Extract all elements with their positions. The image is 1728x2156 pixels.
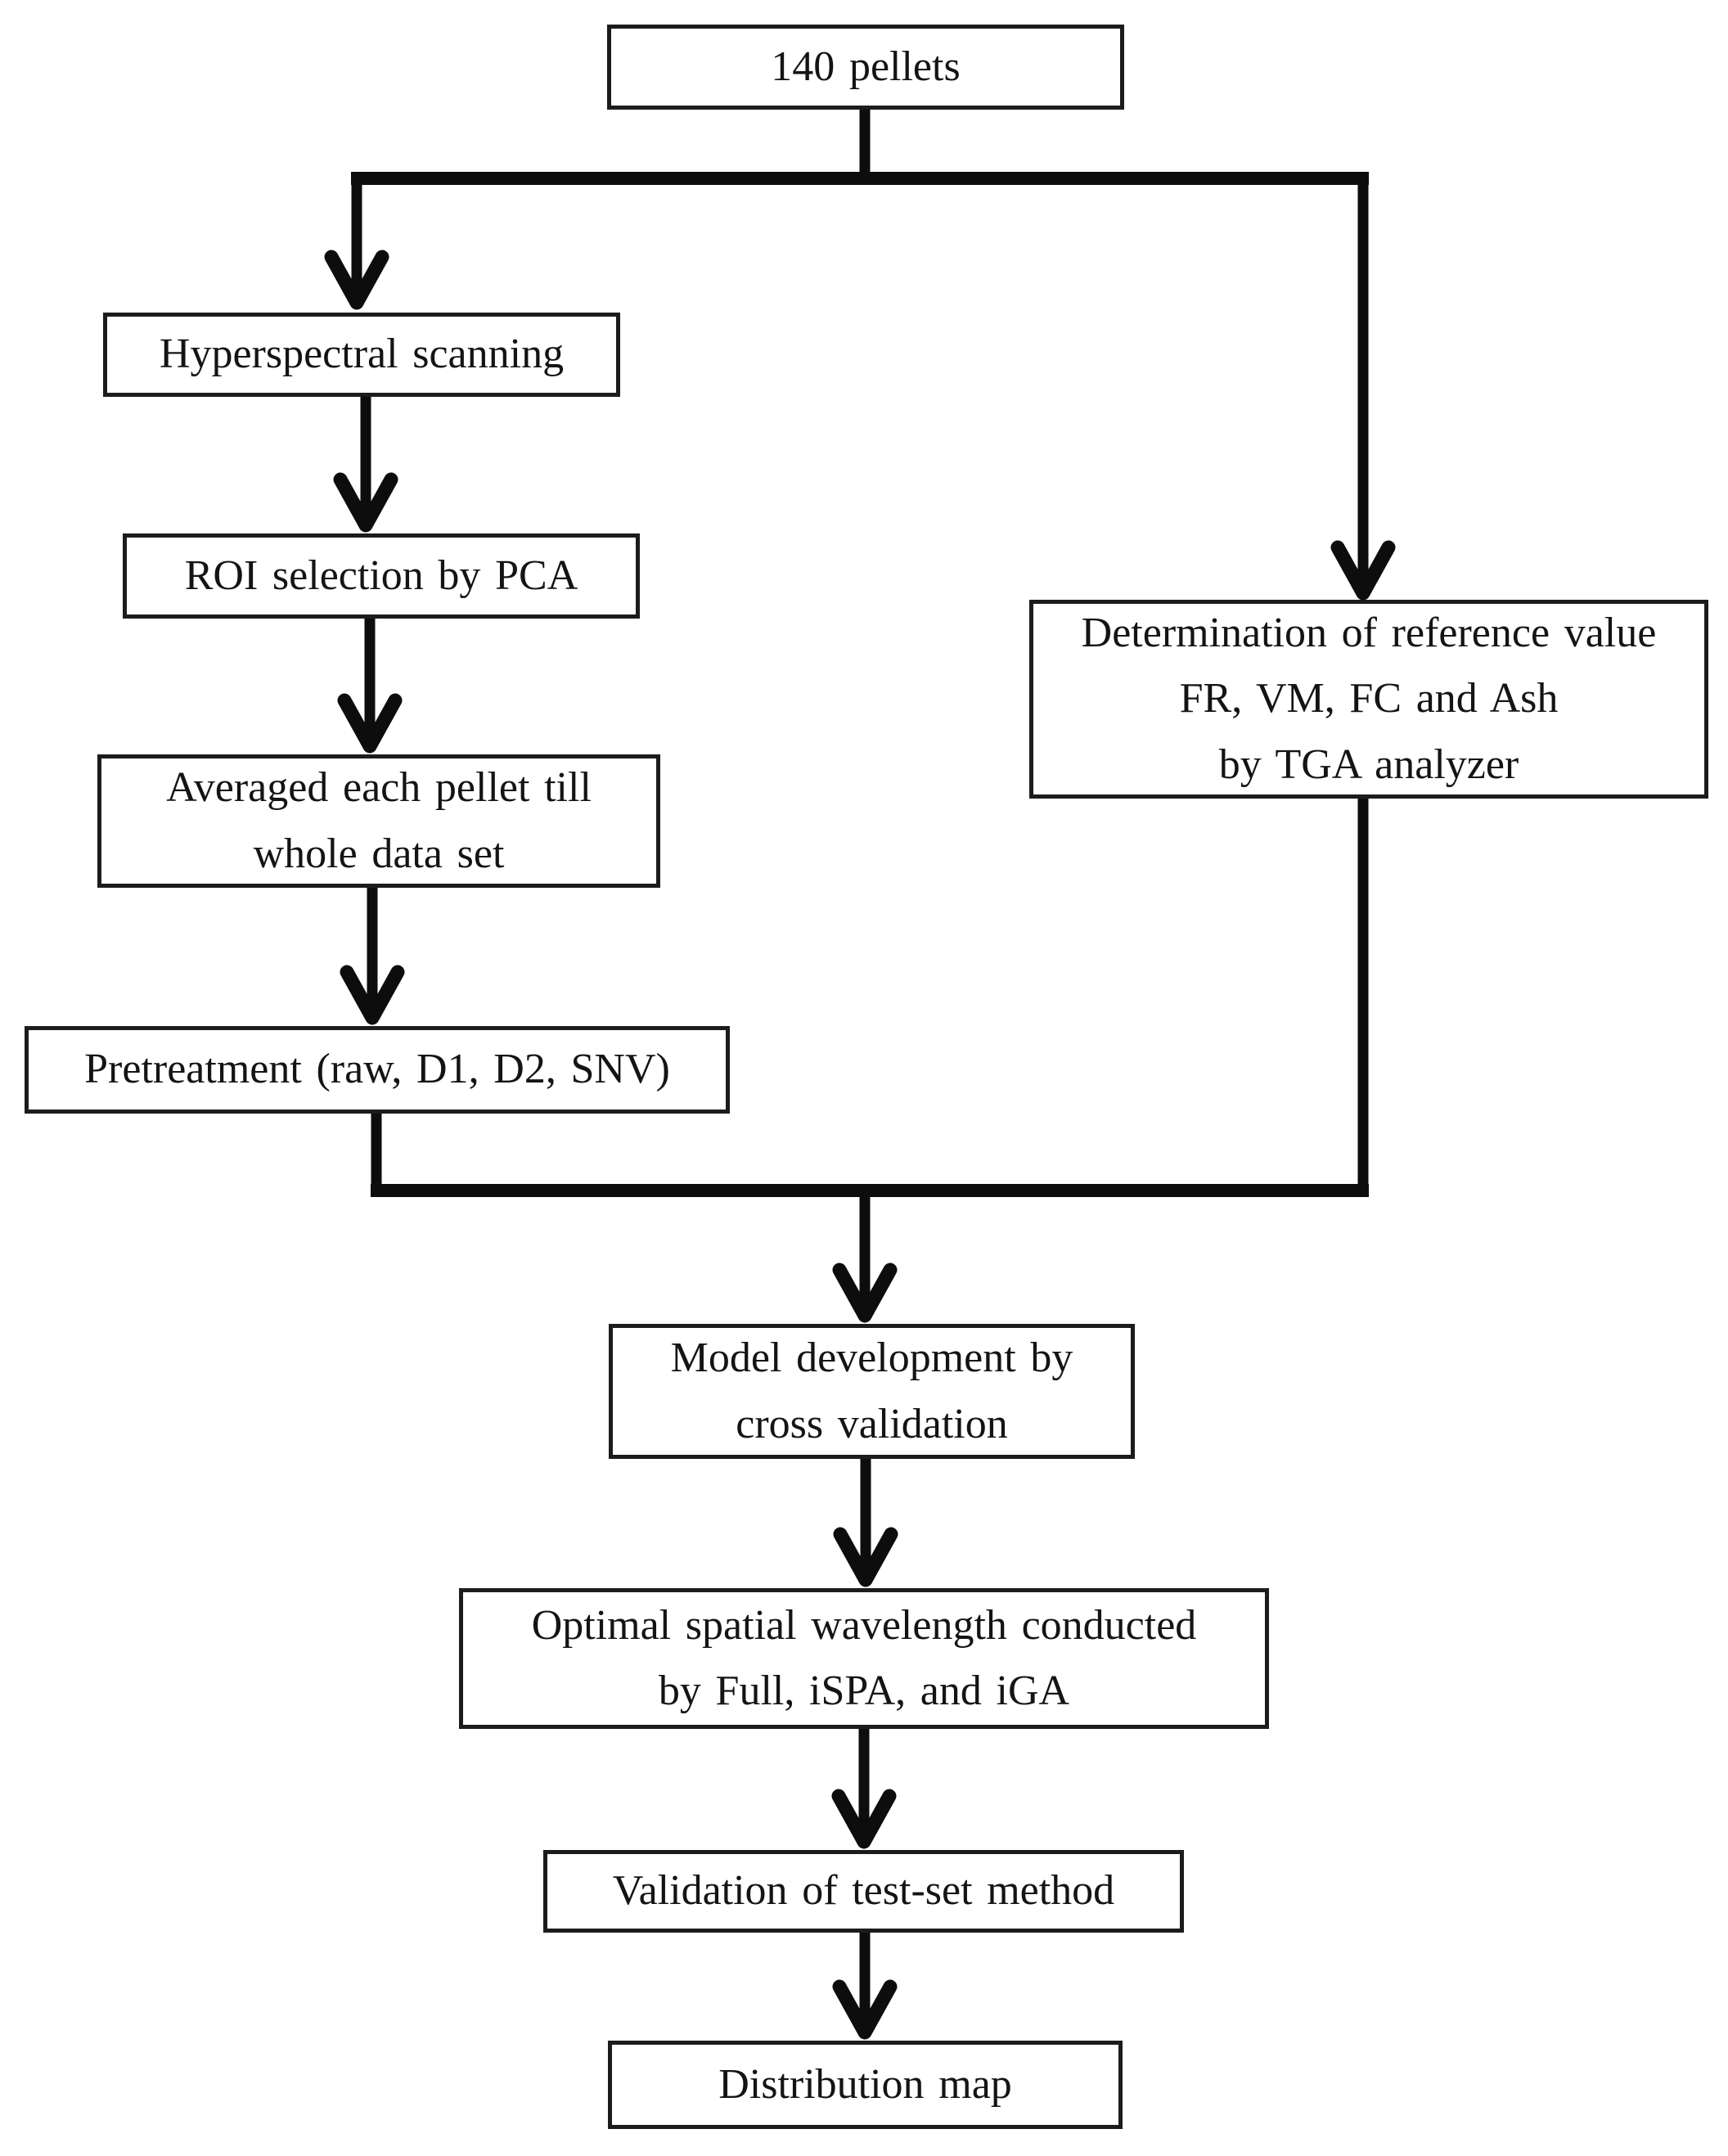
node-reference-determination-line-2: FR, VM, FC and Ash xyxy=(1179,675,1559,722)
arrow-averaged-to-pretreatment xyxy=(347,885,398,1018)
node-140-pellets-label: 140 pellets xyxy=(771,43,961,90)
arrow-model-to-optimal xyxy=(840,1457,891,1580)
node-validation-test-set xyxy=(543,1850,1184,1933)
node-optimal-wavelength xyxy=(459,1588,1269,1729)
arrow-validation-to-distribution xyxy=(839,1931,890,2032)
node-hyperspectral-scanning xyxy=(103,313,620,397)
node-distribution-map xyxy=(608,2041,1123,2129)
node-reference-determination-line-3: by TGA analyzer xyxy=(1218,740,1519,788)
node-averaged-pellet-line-2: whole data set xyxy=(253,830,505,877)
node-pretreatment xyxy=(25,1026,730,1114)
node-hyperspectral-scanning-label: Hyperspectral scanning xyxy=(159,331,565,378)
node-model-development-line-1: Model development by xyxy=(670,1335,1073,1382)
node-roi-selection xyxy=(123,533,640,619)
arrow-split-to-reference xyxy=(1338,173,1388,593)
node-distribution-map-label: Distribution map xyxy=(718,2060,1012,2108)
node-reference-determination xyxy=(1029,600,1708,799)
node-validation-test-set-label: Validation of test-set method xyxy=(612,1867,1115,1915)
node-model-development-line-2: cross validation xyxy=(736,1400,1008,1447)
node-pretreatment-label: Pretreatment (raw, D1, D2, SNV) xyxy=(84,1046,670,1093)
node-averaged-pellet xyxy=(97,754,660,888)
arrow-merge-to-model xyxy=(839,1185,890,1316)
node-averaged-pellet-line-1: Averaged each pellet till xyxy=(166,764,592,812)
node-roi-selection-label: ROI selection by PCA xyxy=(184,551,578,599)
node-model-development xyxy=(609,1324,1135,1459)
node-optimal-wavelength-line-1: Optimal spatial wavelength conducted xyxy=(531,1601,1197,1649)
arrow-optimal-to-validation xyxy=(839,1727,889,1842)
arrow-split-to-hyperspectral xyxy=(331,173,382,303)
arrow-hyperspectral-to-roi xyxy=(340,395,391,525)
node-140-pellets xyxy=(607,25,1124,110)
node-optimal-wavelength-line-2: by Full, iSPA, and iGA xyxy=(658,1668,1070,1714)
node-reference-determination-line-1: Determination of reference value xyxy=(1081,610,1657,657)
arrow-roi-to-averaged xyxy=(344,616,395,746)
connector-split-bar xyxy=(351,108,1369,185)
